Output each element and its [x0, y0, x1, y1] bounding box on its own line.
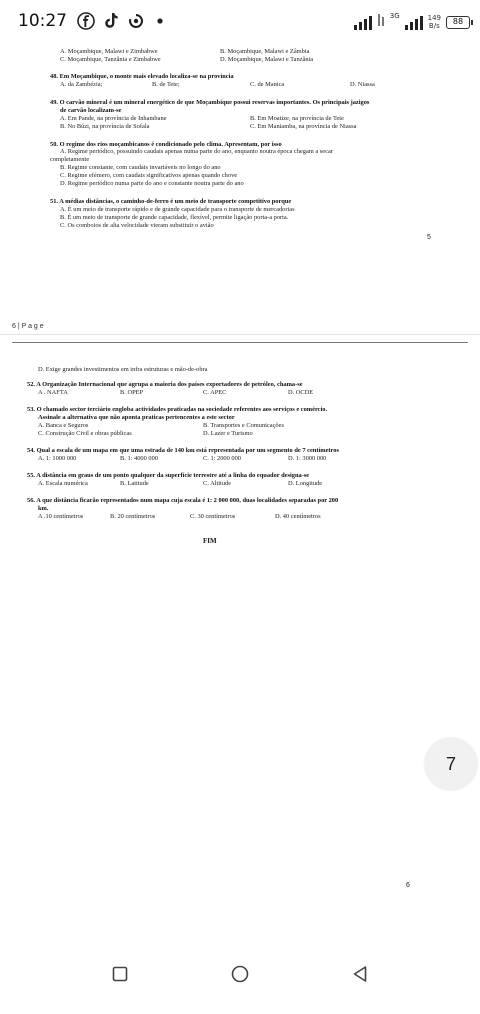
- q53-stem-line2: Assinale a alternativa que não aponta praticas pertencentes a este sector: [38, 414, 235, 421]
- q49-stem-line2: de carvão localizam-se: [60, 107, 122, 114]
- call-icon: [377, 13, 385, 32]
- q55-option-b: B. Latitude: [120, 480, 149, 487]
- status-indicators: [354, 10, 470, 34]
- home-circle-icon: [231, 965, 249, 988]
- app-swirl-icon: [126, 11, 146, 31]
- q54-option-d: D. 1: 3000 000: [288, 455, 327, 462]
- q55-option-a: A. Escala numérica: [38, 480, 88, 487]
- network-type: 3G: [389, 12, 400, 20]
- back-triangle-icon: [352, 965, 368, 988]
- q47-option-b: B. Moçambique, Malawi e Zâmbia: [220, 48, 310, 55]
- navigation-bar: [0, 944, 480, 1014]
- footer-rule: [12, 342, 468, 343]
- q53-stem-line1: 53. O chamado sector terciário engloba actividades praticadas na sociedade referentes aos serviços e comércio.: [27, 406, 328, 413]
- q49-option-a: A. Em Pande, na província de Inhambane: [60, 115, 167, 122]
- end-marker: FIM: [203, 537, 217, 545]
- q52-option-a: A . NAFTA: [38, 389, 68, 396]
- q51-stem: 51. A médias distâncias, o caminho-de-ferro é um meio de transporte competitivo porque: [50, 198, 292, 205]
- q56-option-b: B. 20 centímetros: [110, 513, 156, 520]
- facebook-icon: [76, 11, 96, 31]
- q52-option-c: C. APEC: [203, 389, 227, 396]
- q56-option-c: C. 30 centímetros: [190, 513, 236, 520]
- q47-option-a: A. Moçambique, Malawi e Zimbabwe: [60, 48, 158, 55]
- battery-icon: 88: [446, 16, 470, 29]
- q52-option-d: D. OCDE: [288, 389, 314, 396]
- q50-stem: 50. O regime dos rios moçambicanos é condicionado pelo clima. Apresentam, por isso: [50, 141, 282, 148]
- q53-option-d: D. Lazer e Turismo: [203, 430, 253, 437]
- q50-option-d: D. Regime periódico numa parte do ano e constante noutra parte do ano: [60, 180, 244, 187]
- q52-stem: 52. A Organização Internacional que agrupa a maioria dos países exportadores de petróleo, chama-se: [27, 381, 303, 388]
- q55-option-c: C. Altitude: [203, 480, 232, 487]
- q48-option-a: A. da Zambézia;: [60, 81, 103, 88]
- q51-option-c: C. Os comboios de alta velocidade vieram substituir o avião: [60, 222, 214, 229]
- q56-option-a: A .10 centímetros: [38, 513, 84, 520]
- back-button[interactable]: [340, 956, 380, 996]
- q49-option-c: B. No Búzi, na província de Sofala: [60, 123, 150, 130]
- q53-option-b: B. Transportes e Comunicações: [203, 422, 284, 429]
- signal-strength-icon-1: [354, 14, 372, 30]
- q47-option-c: C. Moçambique, Tanzânia e Zimbabwe: [60, 56, 161, 63]
- page-separator: [0, 334, 480, 335]
- q50-option-b: B. Regime constante, com caudais invariáveis no longo do ano: [60, 164, 221, 171]
- q54-stem: 54. Qual a escala de um mapa em que uma estrada de 140 km está representada por um segmento de 7 centímetros: [27, 447, 339, 454]
- net-speed: [428, 14, 441, 30]
- q51-option-d: D. Exige grandes investimentos em infra estruturas e mão-de-obra: [38, 366, 208, 373]
- q53-option-c: C. Construção Civil e obras públicas: [38, 430, 132, 437]
- q54-option-a: A. 1: 1000 000: [38, 455, 77, 462]
- q50-option-a-line2: completamente: [50, 156, 90, 163]
- q51-option-a: A. É um meio de transporte rápido e de grande capacidade para o transporte de mercadorias: [60, 206, 295, 213]
- document-viewer[interactable]: [0, 46, 480, 936]
- net-speed-unit: B/s: [428, 22, 440, 30]
- q56-stem-line1: 56. A que distância ficarão representados num mapa cuja escala é 1: 2 000 000, duas localidades separadas por 200: [27, 497, 339, 504]
- q48-stem: 48. Em Moçambique, o monte mais elevado localiza-se na província: [50, 73, 234, 80]
- q56-option-d: D. 40 centímetros: [275, 513, 321, 520]
- q51-option-b: B. É um meio de transporte de grande capacidade, flexível, permite ligação porta-a porta.: [60, 214, 289, 221]
- q48-option-d: D. Niassa: [350, 81, 375, 88]
- q48-option-c: C. de Manica: [250, 81, 285, 88]
- q56-stem-line2: km.: [38, 505, 49, 512]
- q54-option-c: C. 1: 2000 000: [203, 455, 241, 462]
- q52-option-b: B. OPEP: [120, 389, 144, 396]
- q55-option-d: D. Longitude: [288, 480, 323, 487]
- q49-option-b: B. Em Moatize, na província de Tete: [250, 115, 344, 122]
- page-number-6: 6: [406, 882, 410, 889]
- q50-option-c: C. Regime efémero, com caudais significativos apenas quando chove: [60, 172, 238, 179]
- notification-dot-icon: [150, 11, 170, 31]
- q54-option-b: B. 1: 4000 000: [120, 455, 158, 462]
- recents-square-icon: [112, 966, 128, 987]
- q50-option-a-line1: A. Regime periódico, possuindo caudais apenas numa parte do ano, enquanto noutra época chegam a secar: [60, 148, 333, 155]
- signal-strength-icon-2: [405, 14, 423, 30]
- recents-button[interactable]: [100, 956, 140, 996]
- page-indicator-bubble[interactable]: 7: [425, 738, 477, 790]
- q49-option-d: C. Em Maniamba, na província de Niassa: [250, 123, 357, 130]
- tiktok-icon: [101, 11, 121, 31]
- page-number-5: 5: [427, 234, 431, 241]
- q55-stem: 55. A distância em graus de um ponto qualquer da superfície terrestre até a linha do equador designa-se: [27, 472, 310, 479]
- status-bar: [0, 0, 480, 46]
- q47-option-d: D. Moçambique, Malawi e Tanzânia: [220, 56, 314, 63]
- q49-stem-line1: 49. O carvão mineral é um mineral energético de que Moçambique possui reservas importantes. Os principais jazigos: [50, 99, 370, 106]
- net-speed-value: 149: [427, 14, 441, 22]
- page-footer-label: 6 | P a g e: [12, 323, 44, 330]
- q48-option-b: B. de Tete;: [152, 81, 180, 88]
- home-button[interactable]: [220, 956, 260, 996]
- q53-option-a: A. Banca e Seguros: [38, 422, 89, 429]
- status-time: 10:27: [18, 11, 67, 31]
